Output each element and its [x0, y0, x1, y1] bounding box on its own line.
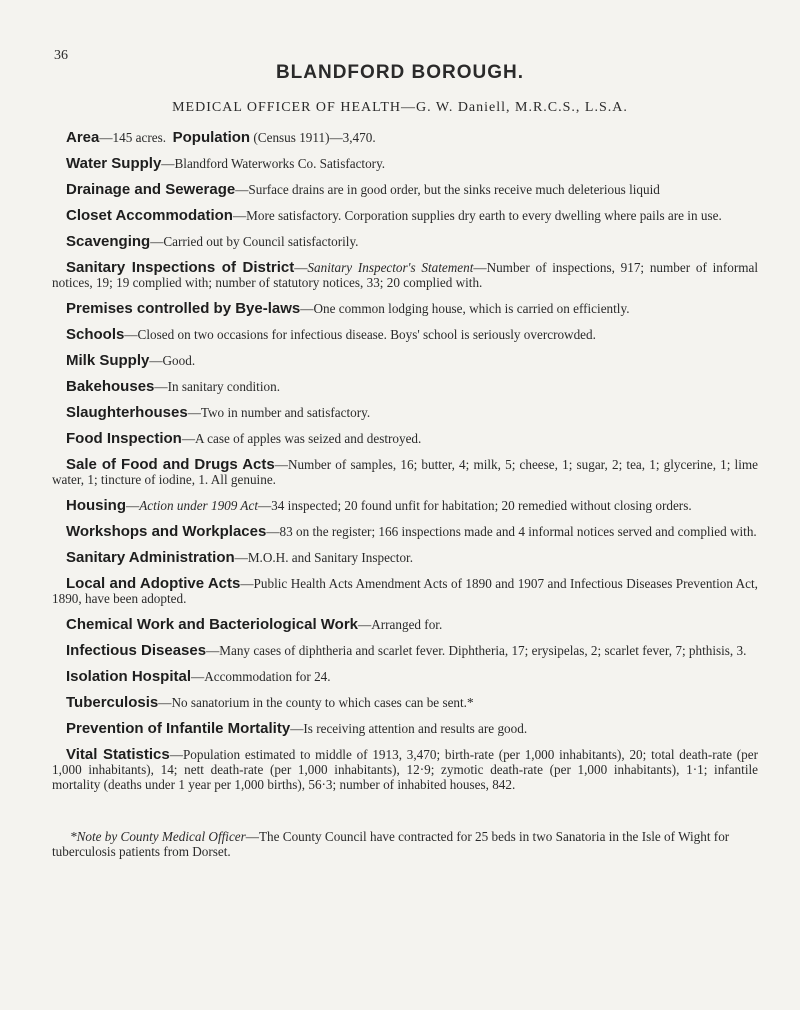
- entry-infantile: [52, 721, 758, 736]
- entry-housing: [52, 498, 758, 513]
- premises-text: —One common lodging house, which is carried on efficiently.: [300, 301, 630, 316]
- area-heading: Area: [66, 129, 100, 146]
- report-body: [52, 130, 758, 803]
- schools-text: —Closed on two occasions for infectious disease. Boys' school is seriously overcrowded.: [124, 327, 596, 342]
- slaughterhouses-text: —Two in number and satisfactory.: [187, 405, 371, 420]
- sanitary-inspections-italic: Sanitary Inspector's Statement: [307, 260, 474, 275]
- footnote: [52, 829, 758, 859]
- local-acts-text: —Public Health Acts Amendment Acts of 1890 and 1907 and Infectious Diseases Prevention Act, 1890, have been adopted.: [52, 576, 758, 606]
- housing-text: —34 inspected; 20 found unfit for habitation; 20 remedied without closing orders.: [257, 498, 692, 513]
- workshops-heading: Workshops and Workplaces: [66, 523, 267, 540]
- entry-schools: [52, 327, 758, 342]
- entry-milk: [52, 353, 758, 368]
- vital-heading: Vital Statistics: [66, 746, 170, 763]
- sanitary-admin-heading: Sanitary Administration: [66, 549, 235, 566]
- vital-text: —Population estimated to middle of 1913, 3,470; birth-rate (per 1,000 inhabitants), 20; total death-rate (per 1,000 inhabitants), 14; nett death-rate (per 1,000 inhabitants), 12·9; zymotic death-rate (per 1,000 inhabitants), 1·1; infantile mortality (deaths under 1 year per 1,000 births), 56·3; number of inhabited houses, 842.: [52, 747, 758, 792]
- entry-drainage: [52, 182, 758, 197]
- bakehouses-heading: Bakehouses: [66, 378, 155, 395]
- infectious-heading: Infectious Diseases: [66, 642, 207, 659]
- population-text: (Census 1911)—3,470.: [250, 130, 376, 145]
- entry-water-supply: [52, 156, 758, 171]
- entry-food-inspection: [52, 431, 758, 446]
- footnote-label: *Note by County Medical Officer: [70, 829, 246, 845]
- drainage-text: —Surface drains are in good order, but the sinks receive much deleterious liquid: [235, 182, 660, 197]
- food-drugs-heading: Sale of Food and Drugs Acts: [66, 456, 275, 473]
- entry-chemical: [52, 617, 758, 632]
- sanitary-inspections-text: —Number of inspections, 917; number of informal notices, 19; 19 complied with; number of statutory notices, 33; 20 complied with.: [52, 260, 758, 290]
- area-text: —145 acres.: [99, 130, 167, 145]
- closet-heading: Closet Accommodation: [66, 207, 233, 224]
- page-title: BLANDFORD BOROUGH.: [275, 62, 525, 83]
- sanitary-admin-text: —M.O.H. and Sanitary Inspector.: [234, 550, 414, 565]
- entry-infectious: [52, 643, 758, 658]
- entry-sanitary-inspections: [52, 260, 758, 290]
- housing-heading: Housing: [66, 497, 126, 514]
- slaughterhouses-heading: Slaughterhouses: [66, 404, 188, 421]
- local-acts-heading: Local and Adoptive Acts: [66, 575, 241, 592]
- medical-officer-line: MEDICAL OFFICER OF HEALTH—G. W. Daniell, M.R.C.S., L.S.A.: [172, 100, 628, 115]
- food-inspection-heading: Food Inspection: [66, 430, 182, 447]
- entry-sanitary-admin: [52, 550, 758, 565]
- food-drugs-text: —Number of samples, 16; butter, 4; milk, 5; cheese, 1; sugar, 2; tea, 1; glycerine, 1; lime water, 1; tincture of iodine, 1. All genuine.: [52, 457, 758, 487]
- closet-text: —More satisfactory. Corporation supplies dry earth to every dwelling where pails are in use.: [232, 208, 722, 223]
- infantile-heading: Prevention of Infantile Mortality: [66, 720, 291, 737]
- drainage-heading: Drainage and Sewerage: [66, 181, 236, 198]
- tuberculosis-text: —No sanatorium in the county to which cases can be sent.*: [158, 695, 474, 710]
- entry-bakehouses: [52, 379, 758, 394]
- housing-dash: —: [126, 498, 140, 513]
- water-heading: Water Supply: [66, 155, 162, 172]
- scavenging-heading: Scavenging: [66, 233, 151, 250]
- footnote-text: —The County Council have contracted for 25 beds in two Sanatoria in the Isle of Wight for tuberculosis patients from Dorset.: [52, 829, 730, 860]
- sanitary-inspections-dash: —: [294, 260, 308, 275]
- tuberculosis-heading: Tuberculosis: [66, 694, 159, 711]
- chemical-text: —Arranged for.: [358, 617, 443, 632]
- entry-vital: [52, 747, 758, 792]
- isolation-text: —Accommodation for 24.: [191, 669, 331, 684]
- milk-text: —Good.: [149, 353, 196, 368]
- housing-italic: Action under 1909 Act: [139, 498, 258, 513]
- infantile-text: —Is receiving attention and results are good.: [290, 721, 528, 736]
- entry-scavenging: [52, 234, 758, 249]
- entry-area-population: [52, 130, 758, 145]
- chemical-heading: Chemical Work and Bacteriological Work: [66, 616, 359, 633]
- entry-workshops: [52, 524, 758, 539]
- page-number: 36: [54, 48, 68, 63]
- food-inspection-text: —A case of apples was seized and destroyed.: [181, 431, 422, 446]
- isolation-heading: Isolation Hospital: [66, 668, 192, 685]
- entry-tuberculosis: [52, 695, 758, 710]
- entry-slaughterhouses: [52, 405, 758, 420]
- bakehouses-text: —In sanitary condition.: [154, 379, 280, 394]
- entry-isolation: [52, 669, 758, 684]
- premises-heading: Premises controlled by Bye-laws: [66, 300, 301, 317]
- entry-closet: [52, 208, 758, 223]
- milk-heading: Milk Supply: [66, 352, 150, 369]
- entry-food-drugs: [52, 457, 758, 487]
- workshops-text: —83 on the register; 166 inspections made and 4 informal notices served and complied with.: [266, 524, 757, 539]
- sanitary-inspections-heading: Sanitary Inspections of District: [66, 259, 295, 276]
- entry-local-acts: [52, 576, 758, 606]
- infectious-text: —Many cases of diphtheria and scarlet fever. Diphtheria, 17; erysipelas, 2; scarlet fever, 7; phthisis, 3.: [206, 643, 747, 658]
- water-text: —Blandford Waterworks Co. Satisfactory.: [161, 156, 386, 171]
- population-heading: Population: [172, 129, 251, 146]
- entry-premises: [52, 301, 758, 316]
- schools-heading: Schools: [66, 326, 125, 343]
- scavenging-text: —Carried out by Council satisfactorily.: [150, 234, 359, 249]
